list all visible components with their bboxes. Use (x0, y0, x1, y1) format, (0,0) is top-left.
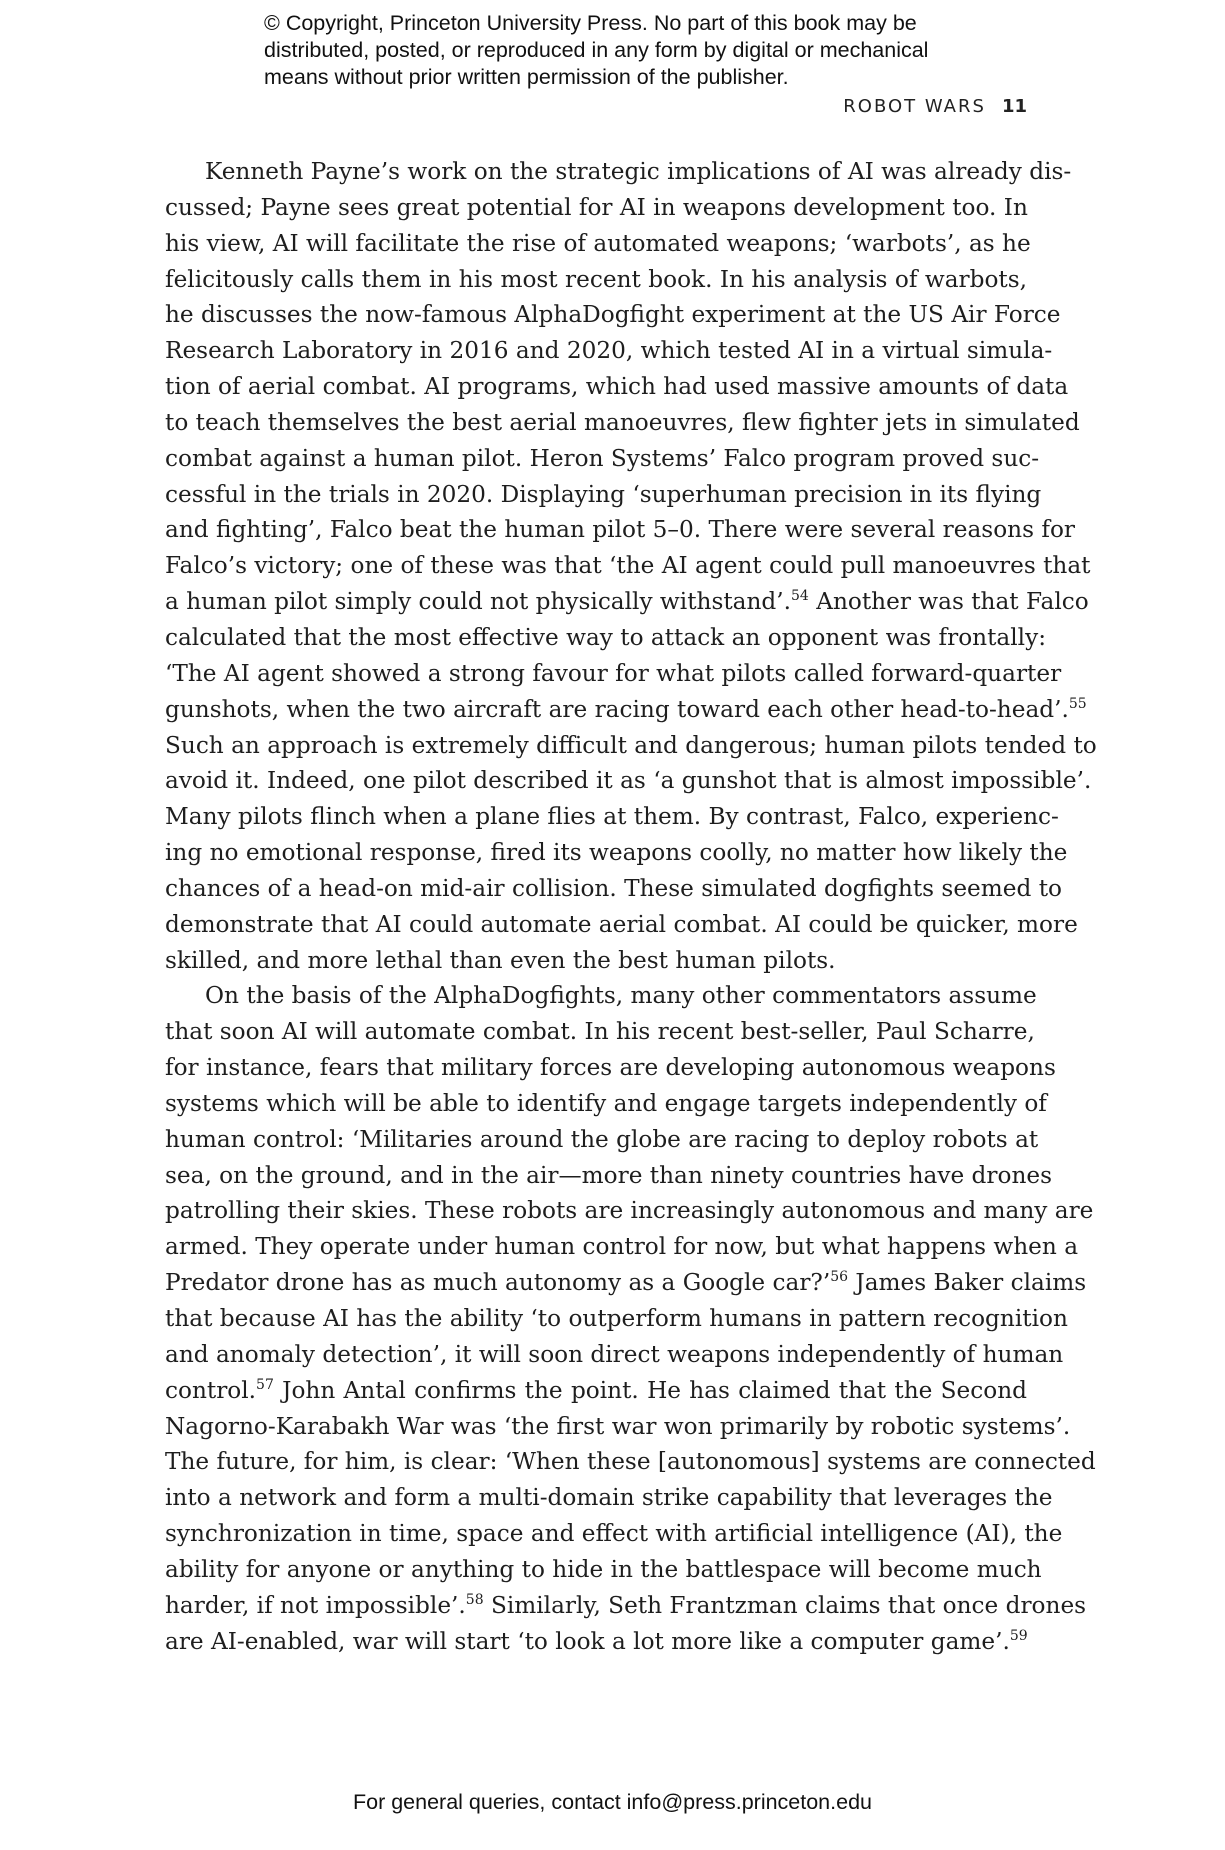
footnote-ref: 55 (1068, 695, 1087, 712)
text-segment: to teach themselves the best aerial manoeuvres, flew fighter jets in simulated (165, 408, 1080, 436)
text-line (165, 1229, 1079, 1265)
footnote-ref: 59 (1009, 1627, 1028, 1644)
text-segment: cussed; Payne sees great potential for AI in weapons development too. In (165, 193, 1028, 221)
text-segment: John Antal confirms the point. He has claimed that the Second (273, 1376, 1027, 1404)
text-segment: a human pilot simply could not physically withstand’. (165, 588, 792, 616)
text-line (165, 692, 1087, 728)
text-segment: Kenneth Payne’s work on the strategic implications of AI was already dis- (205, 158, 1072, 185)
text-segment: cessful in the trials in 2020. Displaying ‘superhuman precision in its flying (165, 480, 1042, 508)
footnote-ref: 56 (830, 1269, 849, 1286)
text-line (165, 1265, 1087, 1301)
text-segment: Falco’s victory; one of these was that ‘the AI agent could pull manoeuvres that (165, 552, 1091, 580)
text-line (165, 1050, 1056, 1086)
text-segment: his view, AI will facilitate the rise of automated weapons; ‘warbots’, as he (165, 229, 1031, 257)
text-line (165, 1480, 1053, 1516)
text-segment: gunshots, when the two aircraft are racing toward each other head-to-head’. (165, 695, 1069, 723)
text-segment: human control: ‘Militaries around the globe are racing to deploy robots at (165, 1125, 1039, 1153)
text-line (165, 1444, 1096, 1480)
text-line (165, 584, 1089, 620)
text-segment: armed. They operate under human control for now, but what happens when a (165, 1233, 1079, 1261)
text-segment: are AI-enabled, war will start ‘to look a lot more like a computer game’. (165, 1627, 1010, 1655)
text-segment: Research Laboratory in 2016 and 2020, which tested AI in a virtual simula- (165, 337, 1053, 365)
text-segment: Similarly, Seth Frantzman claims that once drones (483, 1591, 1087, 1619)
text-line (165, 978, 1037, 1014)
text-segment: calculated that the most effective way to attack an opponent was frontally: (165, 623, 1047, 651)
text-line (165, 1373, 1027, 1409)
text-segment: systems which will be able to identify and engage targets independently of (165, 1089, 1047, 1117)
text-line (165, 1337, 1064, 1373)
text-line (165, 1301, 1068, 1337)
text-line (165, 1624, 1027, 1660)
text-line (165, 763, 1092, 799)
text-segment: sea, on the ground, and in the air—more than ninety countries have drones (165, 1161, 1053, 1189)
footer-contact: For general queries, contact info@press.princeton.edu (352, 1790, 872, 1814)
text-segment: patrolling their skies. These robots are increasingly autonomous and many are (165, 1197, 1094, 1225)
text-segment: On the basis of the AlphaDogfights, many other commentators assume (205, 982, 1037, 1010)
text-line (165, 441, 1040, 477)
text-segment: ability for anyone or anything to hide in the battlespace will become much (165, 1555, 1042, 1583)
text-line (165, 226, 1031, 262)
text-line (165, 297, 1061, 333)
text-segment: ing no emotional response, fired its weapons coolly, no matter how likely the (165, 839, 1068, 867)
text-line (165, 154, 1072, 190)
text-segment: avoid it. Indeed, one pilot described it as ‘a gunshot that is almost impossible’. (165, 767, 1092, 795)
text-line (165, 1409, 1071, 1445)
text-segment: and fighting’, Falco beat the human pilot 5–0. There were several reasons for (165, 516, 1075, 544)
text-segment: synchronization in time, space and effect with artificial intelligence (AI), the (165, 1520, 1063, 1548)
text-line (165, 1588, 1087, 1624)
text-line (165, 907, 1078, 943)
text-line (165, 620, 1047, 656)
text-line (165, 1158, 1053, 1194)
text-line (165, 1122, 1039, 1158)
text-segment: chances of a head-on mid-air collision. These simulated dogfights seemed to (165, 874, 1062, 902)
text-segment: Another was that Falco (808, 588, 1089, 616)
text-segment: into a network and form a multi-domain strike capability that leverages the (165, 1484, 1053, 1512)
running-head-title: ROBOT WARS (843, 96, 986, 117)
text-segment: Nagorno-Karabakh War was ‘the first war won primarily by robotic systems’. (165, 1412, 1071, 1440)
text-segment: Many pilots flinch when a plane flies at them. By contrast, Falco, experienc- (165, 803, 1059, 831)
text-line (165, 835, 1068, 871)
text-line (165, 512, 1075, 548)
text-line (165, 405, 1080, 441)
text-line (165, 1552, 1042, 1588)
text-segment: that soon AI will automate combat. In his recent best-seller, Paul Scharre, (165, 1018, 1035, 1046)
text-segment: and anomaly detection’, it will soon direct weapons independently of human (165, 1340, 1064, 1368)
text-segment: tion of aerial combat. AI programs, which had used massive amounts of data (165, 373, 1069, 401)
text-segment: skilled, and more lethal than even the best human pilots. (165, 946, 836, 974)
text-segment: The future, for him, is clear: ‘When these [autonomous] systems are connected (165, 1448, 1096, 1476)
text-line (165, 1516, 1063, 1552)
footnote-ref: 54 (791, 588, 809, 605)
text-line (165, 656, 1062, 692)
copyright-notice (264, 10, 928, 91)
text-line (165, 477, 1042, 513)
copyright-line: means without prior written permission of the publisher. (264, 65, 789, 89)
text-segment: demonstrate that AI could automate aerial combat. AI could be quicker, more (165, 910, 1078, 938)
text-line (165, 333, 1053, 369)
text-segment: Such an approach is extremely difficult and dangerous; human pilots tended to (165, 731, 1097, 759)
copyright-line: © Copyright, Princeton University Press. No part of this book may be (264, 11, 917, 35)
text-line (165, 262, 1027, 298)
copyright-line: distributed, posted, or reproduced in any form by digital or mechanical (264, 38, 929, 62)
text-line (165, 728, 1097, 764)
text-line (165, 871, 1062, 907)
text-line (165, 1086, 1047, 1122)
text-line (165, 943, 1027, 979)
text-segment: that because AI has the ability ‘to outperform humans in pattern recognition (165, 1305, 1068, 1332)
text-segment: he discusses the now-famous AlphaDogfight experiment at the US Air Force (165, 301, 1061, 329)
text-segment: harder, if not impossible’. (165, 1591, 466, 1619)
text-segment: Predator drone has as much autonomy as a Google car?’ (165, 1269, 831, 1297)
footnote-ref: 57 (256, 1376, 274, 1393)
body-text (165, 154, 1097, 1659)
text-segment: combat against a human pilot. Heron Systems’ Falco program proved suc- (165, 444, 1040, 472)
text-line (165, 190, 1027, 226)
text-line (165, 1014, 1035, 1050)
text-line (165, 799, 1059, 835)
text-line (165, 1193, 1094, 1229)
text-segment: control. (165, 1376, 257, 1404)
text-segment: ‘The AI agent showed a strong favour for what pilots called forward-quarter (165, 659, 1062, 687)
running-head (843, 96, 1027, 117)
text-line (165, 369, 1069, 405)
footnote-ref: 58 (465, 1591, 484, 1608)
text-segment: for instance, fears that military forces are developing autonomous weapons (165, 1054, 1056, 1082)
text-segment: felicitously calls them in his most recent book. In his analysis of warbots, (165, 265, 1027, 293)
text-segment: James Baker claims (848, 1269, 1087, 1297)
text-line (165, 548, 1091, 584)
page-number: 11 (1001, 96, 1027, 117)
